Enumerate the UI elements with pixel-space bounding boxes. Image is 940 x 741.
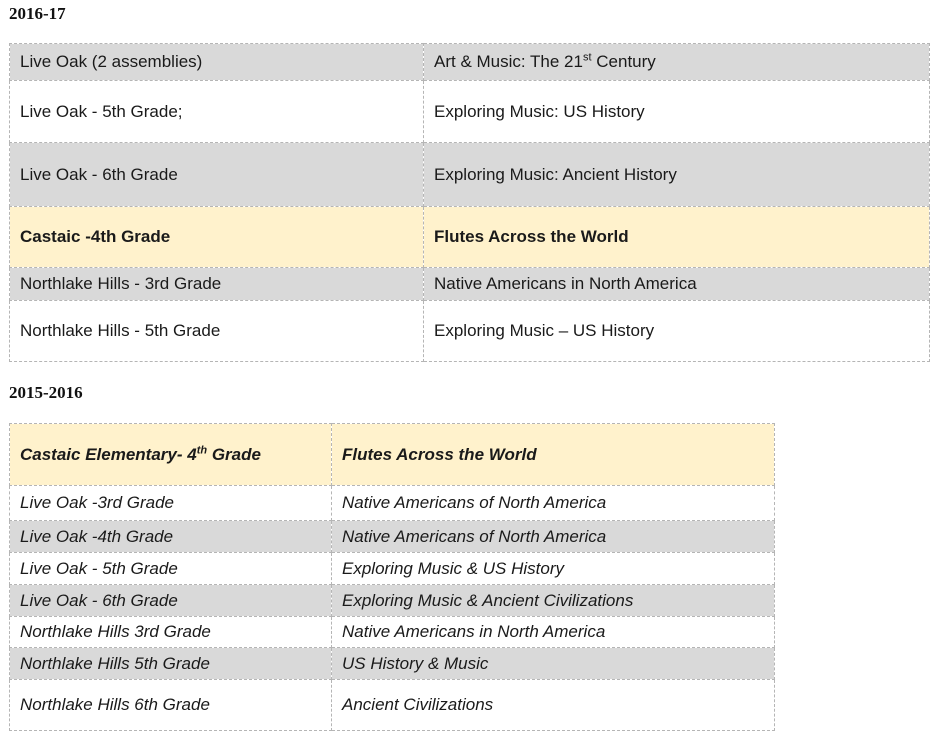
table-row [10, 207, 930, 268]
program-cell: Exploring Music: Ancient History [424, 143, 930, 207]
program-cell: Exploring Music: US History [424, 81, 930, 143]
school-cell: Castaic Elementary- 4th Grade [10, 424, 332, 486]
school-cell: Live Oak (2 assemblies) [10, 44, 424, 81]
program-cell: US History & Music [332, 648, 775, 680]
program-cell: Art & Music: The 21st Century [424, 44, 930, 81]
program-cell: Native Americans of North America [332, 521, 775, 553]
school-cell: Live Oak - 6th Grade [10, 585, 332, 617]
school-cell: Live Oak - 6th Grade [10, 143, 424, 207]
program-cell: Exploring Music & US History [332, 553, 775, 585]
program-cell: Native Americans in North America [424, 268, 930, 301]
heading-2016-17: 2016-17 [9, 4, 66, 23]
school-cell: Castaic -4th Grade [10, 207, 424, 268]
program-cell: Native Americans in North America [332, 617, 775, 648]
table-row [10, 680, 775, 731]
program-cell: Flutes Across the World [332, 424, 775, 486]
heading-2015-2016: 2015-2016 [9, 383, 83, 402]
school-cell: Live Oak -3rd Grade [10, 486, 332, 521]
school-cell: Northlake Hills 6th Grade [10, 680, 332, 731]
school-cell: Live Oak - 5th Grade [10, 553, 332, 585]
table-row [10, 553, 775, 585]
program-cell: Flutes Across the World [424, 207, 930, 268]
table-2016-17 [9, 43, 930, 362]
table-row [10, 301, 930, 362]
school-cell: Northlake Hills - 5th Grade [10, 301, 424, 362]
table-row [10, 486, 775, 521]
table-row [10, 585, 775, 617]
table-row [10, 521, 775, 553]
table-row [10, 44, 930, 81]
table-row [10, 143, 930, 207]
school-cell: Live Oak - 5th Grade; [10, 81, 424, 143]
table-row [10, 424, 775, 486]
school-cell: Northlake Hills 3rd Grade [10, 617, 332, 648]
table-row [10, 617, 775, 648]
table-row [10, 648, 775, 680]
school-cell: Northlake Hills 5th Grade [10, 648, 332, 680]
program-cell: Exploring Music – US History [424, 301, 930, 362]
program-cell: Exploring Music & Ancient Civilizations [332, 585, 775, 617]
school-cell: Live Oak -4th Grade [10, 521, 332, 553]
table-row [10, 81, 930, 143]
table-2015-2016 [9, 423, 775, 731]
program-cell: Ancient Civilizations [332, 680, 775, 731]
table-row [10, 268, 930, 301]
program-cell: Native Americans of North America [332, 486, 775, 521]
school-cell: Northlake Hills - 3rd Grade [10, 268, 424, 301]
